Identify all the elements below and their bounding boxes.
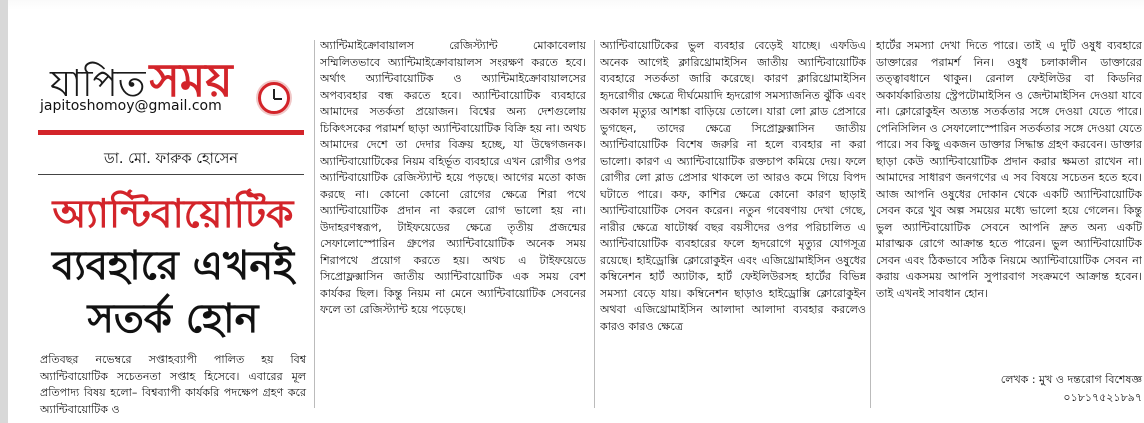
headline-line-2: ব্যবহারে এখনই [51, 243, 295, 289]
body-column-3 [600, 38, 866, 418]
body-column-4 [876, 38, 1142, 370]
left-column [38, 34, 310, 423]
thin-divider [38, 174, 304, 175]
body-column-2 [320, 38, 586, 418]
writer-credit: লেখক : মুখ ও দন্তরোগ বিশেষজ্ঞ [1000, 373, 1142, 386]
column-4-text: হার্টের সমস্যা দেখা দিতে পারে। তাই এ দুটি ওষুধ ব্যবহারে ডাক্তারের পরামর্শ নিন। ওষুধ চলাকালীন ডাক্তারের তত্ত্বাবধানে থাকুন। রেনাল ফেইলিউর বা কিডনির অকার্যকারিতায় স্ট্রেপটোমাইসিন ও জেন্টামাইসিন দেওয়া যাবে না। ক্লোরোকুইন অত্যন্ত সতর্কতার সঙ্গে দেওয়া যেতে পারে। পেনিসিলিন ও সেফালোস্পোরিন সতর্কতার সঙ্গে দেওয়া যেতে পারে। সব কিছু একজন ডাক্তার সিদ্ধান্ত গ্রহণ করবেন। ডাক্তার ছাড়া কেউ অ্যান্টিবায়োটিক প্রদান করার ক্ষমতা রাখেন না। আমাদের সাধারণ জনগণের এ সব বিষয়ে সচেতন হতে হবে। আজ আপনি ওষুধের দোকান থেকে একটি অ্যান্টিবায়োটিক সেবন করে খুব অল্প সময়ের মধ্যে ভালো হয়ে গেলেন। কিন্তু ভুল অ্যান্টিবায়োটিক সেবনে আপনি দ্রুত অন্য একটি মারাত্মক রোগে আক্রান্ত হতে পারেন। ভুল অ্যান্টিবায়োটিক সেবন এবং ঠিকভাবে সঠিক নিয়মে অ্যান্টিবায়োটিক সেবন না করায় একসময় আপনি সুপারবাগ সংক্রমণে আক্রান্ত হবেন। তাই এখনই সাবধান হোন। [876, 39, 1142, 300]
intro-paragraph: প্রতিবছর নভেম্বরে সপ্তাহব্যাপী পালিত হয় বিশ্ব অ্যান্টিবায়োটিক সচেতনতা সপ্তাহ হিসেবে। এবারের মূল প্রতিপাদ্য বিষয় হলো– বিশ্বব্যাপী কার্যকরি পদক্ষেপ গ্রহণ করে অ্যান্টিবায়োটিক ও [40, 353, 306, 416]
red-divider [38, 130, 304, 135]
writer-phone: ০১৮১৭৫২১৮৯৭ [1063, 391, 1142, 404]
column-rule [314, 40, 315, 408]
column-3-text: অ্যান্টিবায়োটিকের ভুল ব্যবহার বেড়েই যাচ্ছে। এফডিএ অনেক আগেই ক্লারিথ্রোমাইসিন জাতীয় অ্যান্টিবায়োটিক ব্যবহারে সতর্কতা জারি করেছে। কারণ ক্লারিথ্রোমাইসিন হৃদরোগীর ক্ষেত্রে দীর্ঘমেয়াদি হৃদরোগ সমস্যাজনিত ঝুঁকি এবং অকাল মৃত্যুর আশঙ্কা বাড়িয়ে তোলে। যারা লো ব্লাড প্রেসারে ভুগছেন, তাদের ক্ষেত্রে সিপ্রোফ্লক্সাসিন জাতীয় অ্যান্টিবায়োটিক বিশেষ জরুরি না হলে ব্যবহার না করা ভালো। কারণ এ অ্যান্টিবায়োটিক রক্তচাপ কমিয়ে দেয়। ফলে রোগীর লো ব্লাড প্রেসার থাকলে তা আরও কমে গিয়ে বিপদ ঘটাতে পারে। কফ, কাশির ক্ষেত্রে কোনো কারণ ছাড়াই অ্যান্টিবায়োটিক সেবন করেন। নতুন গবেষণায় দেখা গেছে, নারীর ক্ষেত্রে ষাটোর্ধ্ব বছর বয়সীদের ওপর পরিচালিত এ অ্যান্টিবায়োটিক ব্যবহারের ফলে হৃদরোগে মৃত্যুর যোগসূত্র রয়েছে। হাইড্রোক্সি ক্লোরোকুইন এবং এজিথ্রোমাইসিন ওষুধের কম্বিনেশন হার্ট অ্যাটাক, হার্ট ফেইলিউরসহ হার্টের বিভিন্ন সমস্যা বেড়ে যায়। কম্বিনেশন ছাড়াও হাইড্রোক্সি ক্লোরোকুইন অথবা এজিথ্রোমাইসিন আলাদা আলাদা ব্যবহার করলেও কারও কারও ক্ষেত্রে [600, 39, 866, 333]
headline-line-3: সতর্ক হোন [87, 296, 259, 342]
masthead [38, 34, 310, 130]
column-rule [870, 40, 871, 408]
clock-icon [258, 82, 290, 114]
contact-email: japitoshomoy@gmail.com [40, 98, 222, 114]
author-name: ডা. মো. ফারুক হোসেন [104, 151, 238, 167]
headline-line-1: অ্যান্টিবায়োটিক [52, 192, 294, 237]
brand-part1: যাপিত [50, 62, 146, 105]
brand-part2: সময় [149, 53, 233, 107]
column-2-text: অ্যান্টিমাইক্রোবায়ালস রেজিস্ট্যান্ট মোকাবেলায় সম্মিলিতভাবে অ্যান্টিমাইক্রোবায়ালস সংরক্ষণ করতে হবে। অর্থাৎ অ্যান্টিবায়োটিক ও অ্যান্টিমাইক্রোবায়ালসের অপব্যবহার বন্ধ করতে হবে। অ্যান্টিবায়োটিক ব্যবহারে আমাদের সতর্কতা প্রয়োজন। বিশ্বের অন্য দেশগুলোয় চিকিৎসকের পরামর্শ ছাড়া অ্যান্টিবায়োটিক বিক্রি হয় না। অথচ আমাদের দেশে তা দেদার বিক্রয় হচ্ছে, যা উদ্বেগজনক। অ্যান্টিবায়োটিকের নিয়ম বহির্ভূত ব্যবহারে এখন রোগীর ওপর অ্যান্টিবায়োটিক রেজিস্ট্যান্ট হয়ে পড়ছে। আগের মতো কাজ করছে না। কোনো কোনো রোগের ক্ষেত্রে শিরা পথে অ্যান্টিবায়োটিক প্রদান না করলে রোগ ভালো হয় না। উদাহরণস্বরূপ, টাইফয়েডের ক্ষেত্রে তৃতীয় প্রজন্মের সেফালোস্পোরিন গ্রুপের অ্যান্টিবায়োটিক অনেক সময় শিরাপথে প্রয়োগ করতে হয়। অথচ এ টাইফয়েডে সিপ্রোফ্লক্সাসিন জাতীয় অ্যান্টিবায়োটিক এক সময় বেশ কার্যকর ছিল। কিন্তু নিয়ম না মেনে অ্যান্টিবায়োটিক সেবনের ফলে তা রেজিস্ট্যান্ট হয়ে পড়েছে। [320, 39, 586, 316]
column-rule [594, 40, 595, 408]
